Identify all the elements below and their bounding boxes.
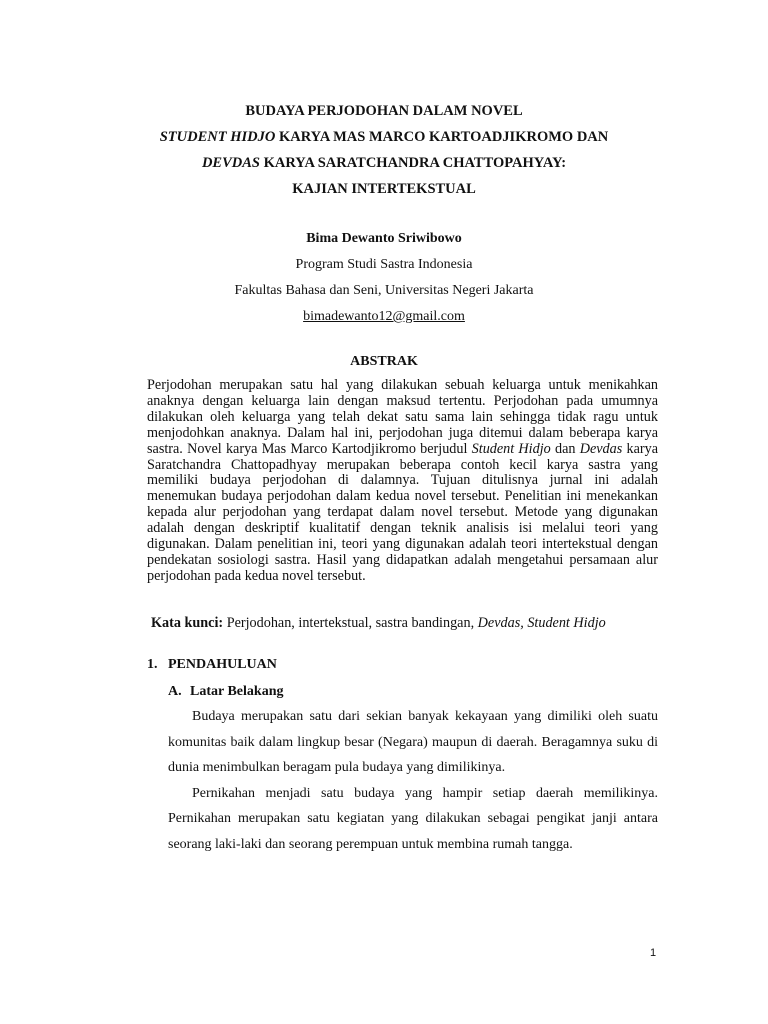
paper-title [0, 98, 768, 202]
title-line-3-italic: DEVDAS [201, 155, 260, 171]
page-number: 1 [650, 947, 657, 959]
section-number: 1. [147, 657, 158, 672]
keywords-italic: Devdas, Student Hidjo [477, 615, 606, 631]
abstract-body [147, 378, 658, 585]
author-name: Bima Dewanto Sriwibowo [306, 231, 462, 246]
section-heading [147, 656, 277, 674]
author-email-link[interactable]: bimadewanto12@gmail.com [303, 309, 465, 324]
abstract-text-part-2: dan [550, 440, 580, 457]
title-line-3 [0, 150, 768, 176]
body-text [168, 704, 658, 858]
title-line-2-italic: STUDENT HIDJO [159, 129, 276, 145]
keywords-label: Kata kunci: [151, 615, 224, 631]
subsection-title: Latar Belakang [190, 684, 284, 699]
abstract-text-part-3: karya Saratchandra Chattopadhyay merupakan beberapa contoh kecil karya sastra yang memiliki budaya perjodohan di dalamnya. Tujuan ditulisnya jurnal ini adalah menemukan budaya perjodohan dalam kedua novel tersebut. Penelitian ini menekankan kepada alur perjodohan yang terdapat dalam novel tersebut. Metode yang digunakan adalah dengan deskriptif kualitatif dengan teknik analisis isi melalui teori yang digunakan. Dalam penelitian ini, teori yang digunakan adalah teori intertekstual dengan pendekatan sosiologi sastra. Hasil yang didapatkan adalah mengetahui persamaan alur perjodohan pada kedua novel tersebut. [147, 440, 658, 584]
abstract-italic-student-hidjo: Student Hidjo [471, 440, 551, 457]
title-line-3-rest: KARYA SARATCHANDRA CHATTOPAHYAY: [259, 155, 567, 171]
author-program: Program Studi Sastra Indonesia [295, 257, 473, 272]
keywords [151, 614, 671, 632]
abstract-italic-devdas: Devdas [579, 440, 623, 457]
author-faculty: Fakultas Bahasa dan Seni, Universitas Negeri Jakarta [234, 283, 534, 298]
title-line-1: BUDAYA PERJODOHAN DALAM NOVEL [245, 103, 523, 119]
abstract-heading: ABSTRAK [350, 354, 418, 369]
title-line-2-rest: KARYA MAS MARCO KARTOADJIKROMO DAN [275, 129, 609, 145]
subsection-heading [168, 683, 283, 701]
subsection-number: A. [168, 684, 182, 699]
keywords-text: Perjodohan, intertekstual, sastra bandingan, [223, 615, 478, 631]
author-email-line [0, 304, 768, 330]
author-info [0, 226, 768, 330]
abstract-text-part-1: Perjodohan merupakan satu hal yang dilakukan sebuah keluarga untuk menikahkan anaknya dengan keluarga lain dengan maksud tertentu. Perjodohan pada umumnya dilakukan oleh keluarga yang telah dekat satu sama lain sehingga tidak ragu untuk menjodohkan anaknya. Dalam hal ini, perjodohan juga ditemui dalam beberapa karya sastra. Novel karya Mas Marco Kartodjikromo berjudul [147, 377, 658, 457]
section-title: PENDAHULUAN [168, 657, 277, 672]
body-paragraph-2: Pernikahan menjadi satu budaya yang hampir setiap daerah memilikinya. Pernikahan merupakan satu kegiatan yang dilakukan sebagai pengikat janji antara seorang laki-laki dan seorang perempuan untuk membina rumah tangga. [168, 785, 658, 852]
title-line-2 [0, 124, 768, 150]
body-paragraph-1: Budaya merupakan satu dari sekian banyak kekayaan yang dimiliki oleh suatu komunitas baik dalam lingkup besar (Negara) maupun di daerah. Beragamnya suku di dunia menimbulkan beragam pula budaya yang dimilikinya. [168, 709, 658, 776]
title-line-4: KAJIAN INTERTEKSTUAL [292, 181, 476, 197]
